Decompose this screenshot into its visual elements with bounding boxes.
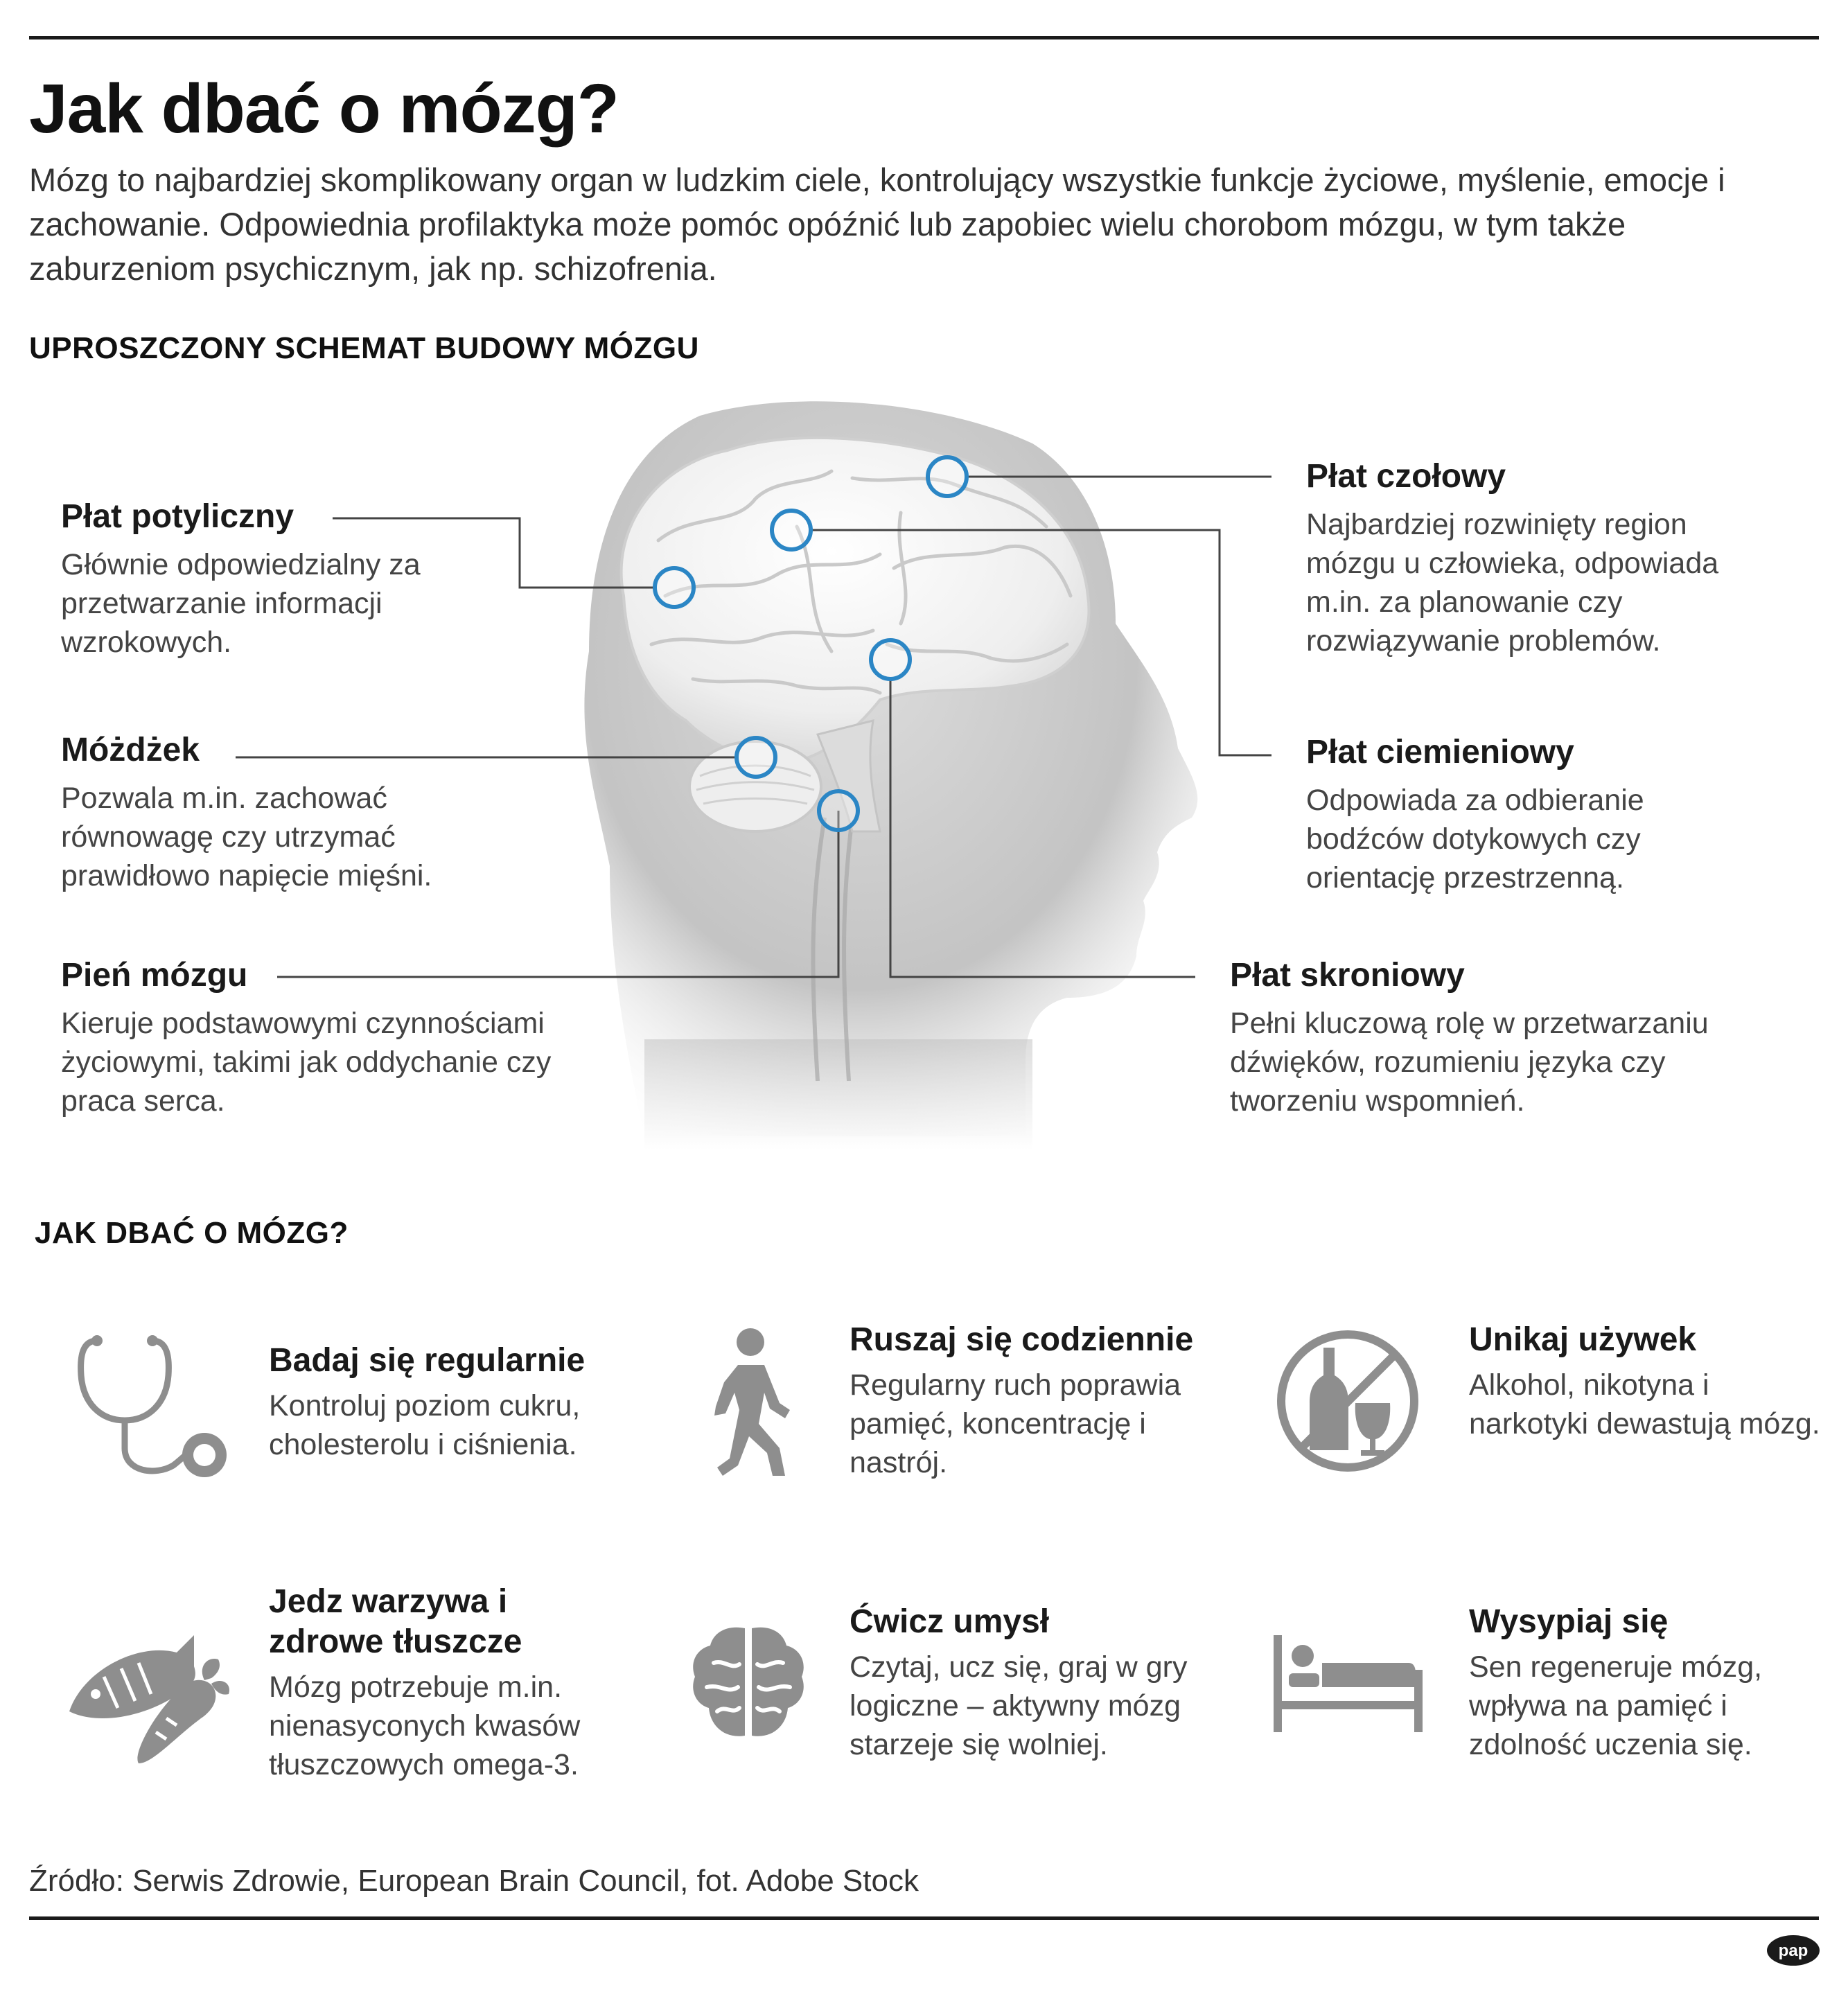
label-frontal-title: Płat czołowy [1306,458,1506,495]
label-temporal [1230,956,1757,1120]
tip-checkups-title: Badaj się regularnie [269,1342,586,1379]
label-temporal-desc: Pełni kluczową rolę w przetwarzaniu dźwięków, rozumieniu języka czy tworzeniu wspomnień. [1230,1007,1709,1118]
label-brainstem-title: Pień mózgu [61,957,248,994]
page-title: Jak dbać o mózg? [29,70,619,148]
tip-checkups-desc: Kontroluj poziom cukru, cholesterolu i ciśnienia. [269,1389,581,1461]
bed-icon [1274,1635,1423,1732]
label-parietal-title: Płat ciemieniowy [1306,734,1574,770]
tip-exercise-title: Ruszaj się codziennie [850,1321,1194,1358]
brain-icon [689,1621,807,1746]
tip-avoid-stimulants-desc: Alkohol, nikotyna i narkotyki dewastują mózg. [1469,1368,1820,1440]
tip-avoid-stimulants-title: Unikaj używek [1469,1321,1697,1358]
walking-person-icon [703,1327,800,1479]
tip-diet [269,1582,629,1784]
label-cerebellum-title: Móżdżek [61,732,200,768]
label-cerebellum [61,731,463,895]
fish-carrot-icon [62,1614,232,1767]
no-alcohol-icon [1274,1327,1423,1476]
label-cerebellum-desc: Pozwala m.in. zachować równowagę czy utrzymać prawidłowo napięcie mięśni. [61,782,432,892]
tip-sleep-desc: Sen regeneruje mózg, wpływa na pamięć i zdolność uczenia się. [1469,1650,1763,1761]
diagram-heading: UPROSZCZONY SCHEMAT BUDOWY MÓZGU [29,331,699,365]
marker-occipital [655,568,694,607]
label-brainstem [61,956,588,1120]
label-frontal-desc: Najbardziej rozwinięty region mózgu u człowieka, odpowiada m.in. za planowanie czy rozwiązywanie problemów. [1306,508,1719,658]
label-parietal-desc: Odpowiada za odbieranie bodźców dotykowych czy orientację przestrzenną. [1306,784,1644,894]
tip-diet-title: Jedz warzywa i zdrowe tłuszcze [269,1583,522,1660]
label-occipital [61,497,491,662]
tip-diet-desc: Mózg potrzebuje m.in. nienasyconych kwasów tłuszczowych omega-3. [269,1671,581,1781]
intro-paragraph: Mózg to najbardziej skomplikowany organ w ludzkim ciele, kontrolujący wszystkie funkcje życiowe, myślenie, emocje i zachowanie. Odpowiednia profilaktyka może pomóc opóźnić lub zapobiec wielu chorobom mózgu, w tym także zaburzeniom psychicznym, jak np. schizofrenia. [29,161,1725,287]
tip-mind-training-title: Ćwicz umysł [850,1603,1050,1640]
label-brainstem-desc: Kieruje podstawowymi czynnościami życiowymi, takimi jak oddychanie czy praca serca. [61,1007,552,1118]
pap-logo-text: pap [1778,1941,1809,1960]
tip-exercise-desc: Regularny ruch poprawia pamięć, koncentrację i nastrój. [850,1368,1181,1479]
label-frontal [1306,457,1750,660]
marker-cerebellum [737,738,775,777]
tips-heading: JAK DBAĆ O MÓZG? [35,1216,349,1250]
marker-parietal [772,511,811,549]
tip-checkups [269,1341,657,1464]
source-note: Źródło: Serwis Zdrowie, European Brain Council, fot. Adobe Stock [29,1864,919,1898]
tip-exercise [850,1320,1238,1482]
marker-frontal [928,457,967,496]
marker-temporal [871,640,910,679]
tip-sleep [1469,1602,1822,1764]
stethoscope-icon [73,1334,232,1483]
tip-sleep-title: Wysypiaj się [1469,1603,1669,1640]
tip-mind-training-desc: Czytaj, ucz się, graj w gry logiczne – aktywny mózg starzeje się wolniej. [850,1650,1188,1761]
label-occipital-title: Płat potyliczny [61,498,294,535]
marker-brainstem [819,791,858,830]
tip-avoid-stimulants [1469,1320,1822,1443]
label-temporal-title: Płat skroniowy [1230,957,1465,994]
label-parietal [1306,733,1694,897]
pap-logo [1766,1933,1821,1968]
bottom-rule [29,1916,1819,1920]
tip-mind-training [850,1602,1224,1764]
label-occipital-desc: Głównie odpowiedzialny za przetwarzanie informacji wzrokowych. [61,548,421,659]
